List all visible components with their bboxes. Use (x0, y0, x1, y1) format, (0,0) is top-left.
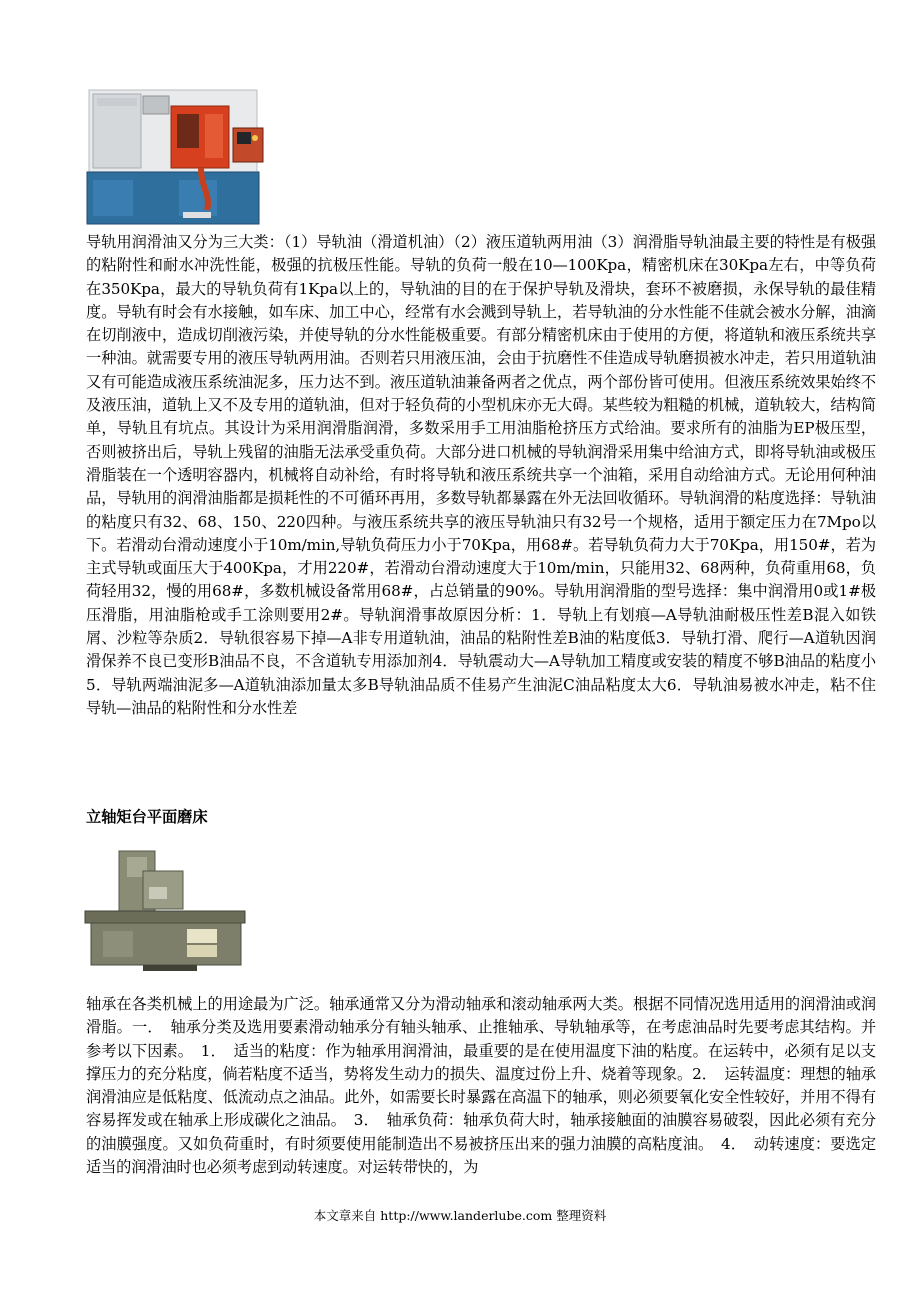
cnc-machine-photo (83, 84, 273, 230)
surface-grinder-photo (83, 847, 248, 975)
section-title-surface-grinder: 立轴矩台平面磨床 (86, 808, 208, 826)
footer-source-note: 本文章来自 http://www.landerlube.com 整理资料 (313, 1208, 607, 1223)
bearing-lubrication-paragraph: 轴承在各类机械上的用途最为广泛。轴承通常又分为滑动轴承和滚动轴承两大类。根据不同情况选用适用的润滑油或润滑脂。一． 轴承分类及选用要素滑动轴承分有轴头轴承、止推轴承、导轨轴承等，在考虑油品时先要考虑其结构。并参考以下因素。 1． 适当的粘度：作为轴承用润滑油，最重要的是在使用温度下油的粘度。在运转中，必须有足以支撑压力的充分粘度，倘若粘度不适当，势将发生动力的损失、温度过份上升、烧着等现象。2． 运转温度：理想的轴承润滑油应是低粘度、低流动点之油品。此外，如需要长时暴露在高温下的轴承，则必须要氧化安全性较好，并用不得有容易挥发或在轴承上形成碳化之油品。 3． 轴承负荷：轴承负荷大时，轴承接触面的油膜容易破裂，因此必须有充分的油膜强度。又如负荷重时，有时须要使用能制造出不易被挤压出来的强力油膜的高粘度油。 4． 动转速度：要选定适当的润滑油时也必须考虑到动转速度。对运转带快的，为 (86, 995, 876, 1177)
guide-rail-lubrication-paragraph: 导轨用润滑油又分为三大类：（1）导轨油（滑道机油）（2）液压道轨两用油（3）润滑脂导轨油最主要的特性是有极强的粘附性和耐水冲洗性能，极强的抗极压性能。导轨的负荷一般在10—100Kpa，精密机床在30Kpa左右，中等负荷在350Kpa，最大的导轨负荷有1Kpa以上的，导轨油的目的在于保护导轨及滑块，套环不被磨损，永保导轨的最佳精度。导轨有时会有水接触，如车床、加工中心，经常有水会溅到导轨上，若导轨油的分水性能不佳就会被水分解，油滴在切削液中，造成切削液污染，并使导轨的分水性能极重要。有部分精密机床由于使用的方便，将道轨和液压系统共享一种油。就需要专用的液压导轨两用油。否则若只用液压油，会由于抗磨性不佳造成导轨磨损被水冲走，若只用道轨油又有可能造成液压系统油泥多，压力达不到。液压道轨油兼备两者之优点，两个部份皆可使用。但液压系统效果始终不及液压油，道轨上又不及专用的道轨油，但对于轻负荷的小型机床亦无大碍。某些较为粗糙的机械，道轨较大，结构简单，导轨且有坑点。其设计为采用润滑脂润滑，多数采用手工用油脂枪挤压方式给油。要求所有的油脂为EP极压型，否则被挤出后，导轨上残留的油脂无法承受重负荷。大部分进口机械的导轨润滑采用集中给油方式，即将导轨油或极压滑脂装在一个透明容器内，机械将自动补给，有时将导轨和液压系统共享一个油箱，采用自动给油方式。无论用何种油品，导轨用的润滑油脂都是损耗性的不可循环再用，多数导轨都暴露在外无法回收循环。导轨润滑的粘度选择：导轨油的粘度只有32、68、150、220四种。与液压系统共享的液压导轨油只有32号一个规格，适用于额定压力在7Mpo以下。若滑动台滑动速度小于10m/min,导轨负荷压力小于70Kpa，用68#。若导轨负荷力大于70Kpa，用150#，若为主式导轨或面压大于400Kpa，才用220#，若滑动台滑动速度大于10m/min，只能用32、68两种，负荷重用68，负荷轻用32，慢的用68#，多数机械设备常用68#，占总销量的90%。导轨用润滑脂的型号选择：集中润滑用0或1#极压滑脂，用油脂枪或手工涂则要用2#。导轨润滑事故原因分析：1．导轨上有划痕—A导轨油耐极压性差B混入如铁屑、沙粒等杂质2．导轨很容易下掉—A非专用道轨油，油品的粘附性差B油的粘度低3．导轨打滑、爬行—A道轨因润滑保养不良已变形B油品不良，不含道轨专用添加剂4．导轨震动大—A导轨加工精度或安装的精度不够B油品的粘度小5．导轨两端油泥多—A道轨油添加量太多B导轨油品质不佳易产生油泥C油品粘度太大6．导轨油易被水冲走，粘不住导轨—油品的粘附性和分水性差 (86, 233, 876, 717)
surface-grinder-illustration (83, 847, 248, 975)
cnc-machine-illustration (83, 84, 273, 230)
